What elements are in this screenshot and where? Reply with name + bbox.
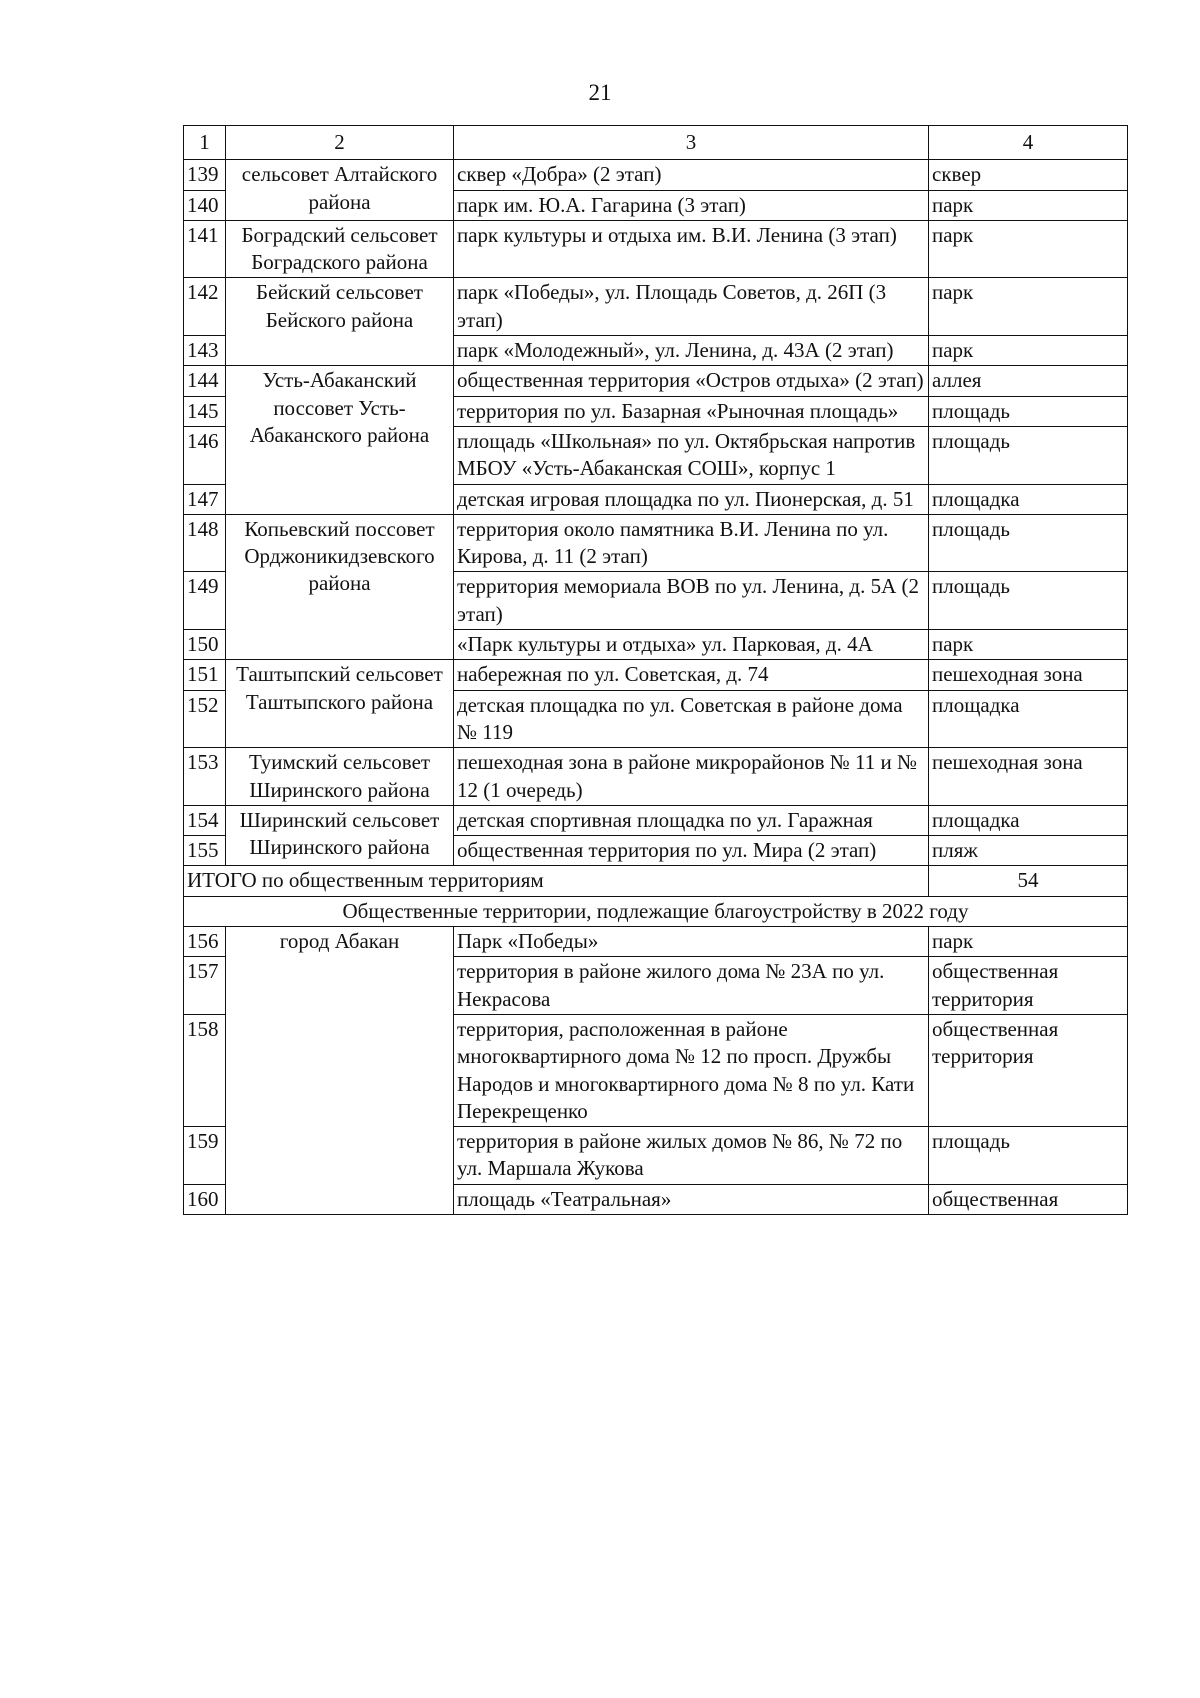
row-number: 139 bbox=[184, 160, 226, 190]
object-name-cell: территория в районе жилых домов № 86, № 72 по ул. Маршала Жукова bbox=[454, 1127, 929, 1185]
row-number: 155 bbox=[184, 836, 226, 866]
row-number: 141 bbox=[184, 220, 226, 278]
table-row bbox=[184, 805, 1128, 835]
table-row bbox=[184, 748, 1128, 806]
object-name-cell: территория около памятника В.И. Ленина по ул. Кирова, д. 11 (2 этап) bbox=[454, 514, 929, 572]
row-number: 149 bbox=[184, 572, 226, 630]
object-type-cell: площадь bbox=[929, 396, 1128, 426]
object-name-cell: парк «Победы», ул. Площадь Советов, д. 26П (3 этап) bbox=[454, 278, 929, 336]
object-type-cell: парк bbox=[929, 927, 1128, 957]
row-number: 156 bbox=[184, 927, 226, 957]
object-type-cell: общественная bbox=[929, 1184, 1128, 1214]
column-header: 3 bbox=[454, 126, 929, 160]
column-header: 4 bbox=[929, 126, 1128, 160]
object-type-cell: площадка bbox=[929, 690, 1128, 748]
municipality-cell: Ширинский сельсовет Ширинского района bbox=[226, 805, 454, 866]
object-type-cell: пешеходная зона bbox=[929, 748, 1128, 806]
object-name-cell: пешеходная зона в районе микрорайонов № 11 и № 12 (1 очередь) bbox=[454, 748, 929, 806]
row-number: 146 bbox=[184, 426, 226, 484]
row-number: 153 bbox=[184, 748, 226, 806]
object-type-cell: площадь bbox=[929, 514, 1128, 572]
table-row bbox=[184, 660, 1128, 690]
object-name-cell: территория по ул. Базарная «Рыночная площадь» bbox=[454, 396, 929, 426]
object-type-cell: площадка bbox=[929, 805, 1128, 835]
table-row bbox=[184, 927, 1128, 957]
municipality-cell: Боградский сельсовет Боградского района bbox=[226, 220, 454, 278]
object-name-cell: детская площадка по ул. Советская в районе дома № 119 bbox=[454, 690, 929, 748]
object-name-cell: парк им. Ю.А. Гагарина (3 этап) bbox=[454, 190, 929, 220]
object-type-cell: площадь bbox=[929, 426, 1128, 484]
object-name-cell: общественная территория «Остров отдыха» (2 этап) bbox=[454, 366, 929, 396]
object-type-cell: площадь bbox=[929, 1127, 1128, 1185]
object-type-cell: общественная территория bbox=[929, 1014, 1128, 1126]
object-name-cell: сквер «Добра» (2 этап) bbox=[454, 160, 929, 190]
object-name-cell: территория мемориала ВОВ по ул. Ленина, д. 5А (2 этап) bbox=[454, 572, 929, 630]
object-name-cell: парк культуры и отдыха им. В.И. Ленина (3 этап) bbox=[454, 220, 929, 278]
total-value: 54 bbox=[929, 866, 1128, 896]
row-number: 159 bbox=[184, 1127, 226, 1185]
object-name-cell: детская игровая площадка по ул. Пионерская, д. 51 bbox=[454, 484, 929, 514]
row-number: 151 bbox=[184, 660, 226, 690]
object-type-cell: пляж bbox=[929, 836, 1128, 866]
row-number: 142 bbox=[184, 278, 226, 336]
row-number: 158 bbox=[184, 1014, 226, 1126]
table-row bbox=[184, 160, 1128, 190]
object-type-cell: парк bbox=[929, 630, 1128, 660]
municipality-cell: город Абакан bbox=[226, 927, 454, 1215]
municipality-cell: Бейский сельсовет Бейского района bbox=[226, 278, 454, 366]
object-type-cell: площадка bbox=[929, 484, 1128, 514]
column-header: 2 bbox=[226, 126, 454, 160]
object-type-cell: парк bbox=[929, 336, 1128, 366]
table-row bbox=[184, 220, 1128, 278]
object-name-cell: парк «Молодежный», ул. Ленина, д. 43А (2 этап) bbox=[454, 336, 929, 366]
municipality-cell: Туимский сельсовет Ширинского района bbox=[226, 748, 454, 806]
row-number: 143 bbox=[184, 336, 226, 366]
total-label: ИТОГО по общественным территориям bbox=[184, 866, 929, 896]
object-type-cell: пешеходная зона bbox=[929, 660, 1128, 690]
table-row bbox=[184, 514, 1128, 572]
object-name-cell: Парк «Победы» bbox=[454, 927, 929, 957]
object-name-cell: набережная по ул. Советская, д. 74 bbox=[454, 660, 929, 690]
municipality-cell: Усть-Абаканский поссовет Усть-Абаканского района bbox=[226, 366, 454, 514]
scan-artifact bbox=[390, 1615, 420, 1645]
section-header-row bbox=[184, 896, 1128, 926]
object-type-cell: общественная территория bbox=[929, 957, 1128, 1015]
object-type-cell: парк bbox=[929, 220, 1128, 278]
row-number: 157 bbox=[184, 957, 226, 1015]
municipality-cell: Копьевский поссовет Орджоникидзевского района bbox=[226, 514, 454, 659]
section-title: Общественные территории, подлежащие благоустройству в 2022 году bbox=[184, 896, 1128, 926]
object-type-cell: аллея bbox=[929, 366, 1128, 396]
object-name-cell: территория, расположенная в районе многоквартирного дома № 12 по просп. Дружбы Народов и многоквартирного дома № 8 по ул. Кати Перекрещенко bbox=[454, 1014, 929, 1126]
row-number: 152 bbox=[184, 690, 226, 748]
object-name-cell: детская спортивная площадка по ул. Гаражная bbox=[454, 805, 929, 835]
municipality-cell: сельсовет Алтайского района bbox=[226, 160, 454, 221]
table-row bbox=[184, 366, 1128, 396]
object-type-cell: площадь bbox=[929, 572, 1128, 630]
object-name-cell: площадь «Театральная» bbox=[454, 1184, 929, 1214]
total-row bbox=[184, 866, 1128, 896]
object-name-cell: территория в районе жилого дома № 23А по ул. Некрасова bbox=[454, 957, 929, 1015]
object-type-cell: парк bbox=[929, 278, 1128, 336]
table-row bbox=[184, 278, 1128, 336]
table-header-row bbox=[184, 126, 1128, 160]
row-number: 144 bbox=[184, 366, 226, 396]
object-name-cell: площадь «Школьная» по ул. Октябрьская напротив МБОУ «Усть-Абаканская СОШ», корпус 1 bbox=[454, 426, 929, 484]
row-number: 160 bbox=[184, 1184, 226, 1214]
row-number: 147 bbox=[184, 484, 226, 514]
column-header: 1 bbox=[184, 126, 226, 160]
page-number: 21 bbox=[588, 80, 612, 105]
municipality-cell: Таштыпский сельсовет Таштыпского района bbox=[226, 660, 454, 748]
object-name-cell: «Парк культуры и отдыха» ул. Парковая, д. 4А bbox=[454, 630, 929, 660]
object-type-cell: сквер bbox=[929, 160, 1128, 190]
object-type-cell: парк bbox=[929, 190, 1128, 220]
row-number: 140 bbox=[184, 190, 226, 220]
row-number: 145 bbox=[184, 396, 226, 426]
object-name-cell: общественная территория по ул. Мира (2 этап) bbox=[454, 836, 929, 866]
row-number: 148 bbox=[184, 514, 226, 572]
territories-table bbox=[183, 125, 1128, 1215]
row-number: 154 bbox=[184, 805, 226, 835]
row-number: 150 bbox=[184, 630, 226, 660]
